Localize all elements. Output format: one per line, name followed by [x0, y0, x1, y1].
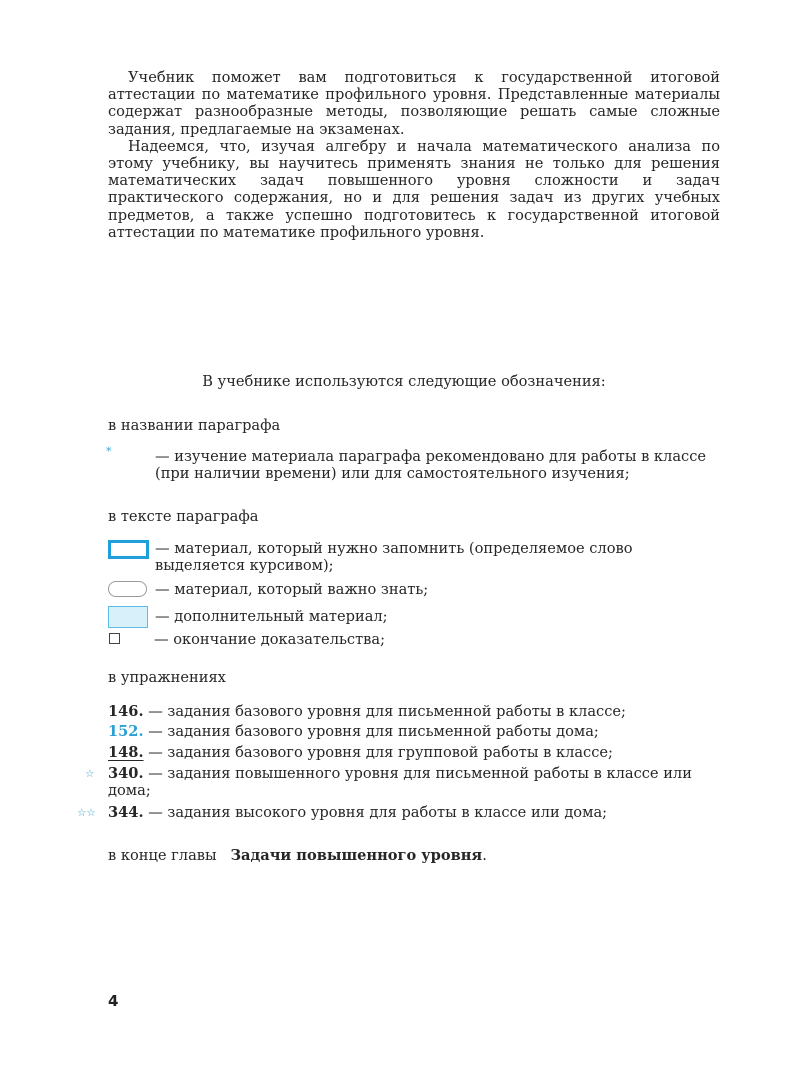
end-of-proof-icon — [109, 633, 120, 644]
chapter-end-suffix: . — [482, 847, 487, 864]
exercise-description: — задания базового уровня для письменной работы в классе; — [148, 703, 626, 720]
exercise-description: — задания высокого уровня для работы в классе или дома; — [148, 804, 608, 821]
asterisk-description: — изучение материала параграфа рекомендовано для работы в классе (при наличии времени) или для самостоятельного изучения; — [155, 448, 706, 483]
memorize-description: — материал, который нужно запомнить (определяемое слово выделяется курсивом); — [155, 540, 633, 575]
exercise-legend-row — [108, 723, 599, 740]
page-number: 4 — [108, 992, 119, 1010]
asterisk-icon: * — [106, 445, 112, 458]
intro-paragraph-2: Надеемся, что, изучая алгебру и начала математического анализа по этому учебнику, вы научитесь применять знания не только для решения математических задач повышенного уровня сложности и задач практического содержания, но и для решения задач из других учебных предметов, а также успешно подготовитесь к государственной итоговой аттестации по математике профильного уровня. — [108, 137, 720, 241]
chapter-end-prefix: в конце главы — [108, 847, 217, 864]
exercise-legend-row — [108, 744, 613, 761]
memorize-frame-icon — [108, 540, 149, 559]
exercise-legend-row — [108, 703, 626, 720]
exercise-number: 340. — [108, 765, 144, 782]
exercise-legend-row — [108, 765, 720, 799]
legend-heading: В учебнике используются следующие обозначения: — [202, 373, 606, 390]
section-label-title: в названии параграфа — [108, 417, 281, 434]
chapter-end-bold: Задачи повышенного уровня — [230, 847, 483, 864]
chapter-end-line — [108, 847, 487, 864]
intro-paragraph-1: Учебник поможет вам подготовиться к государственной итоговой аттестации по математике профильного уровня. Представленные материалы содержат разнообразные методы, позволяющие решать самые сложные задания, предлагаемые на экзаменах. — [108, 69, 720, 138]
exercise-legend-row — [108, 804, 607, 821]
section-label-text: в тексте параграфа — [108, 508, 259, 525]
additional-description: — дополнительный материал; — [155, 608, 388, 625]
intro-text — [108, 69, 720, 241]
exercise-description: — задания базового уровня для групповой работы в классе; — [148, 744, 613, 761]
additional-fill-icon — [108, 606, 148, 628]
exercise-number: 152. — [108, 723, 144, 740]
exercise-description: — задания базового уровня для письменной работы дома; — [148, 723, 599, 740]
exercise-description: — задания повышенного уровня для письменной работы в классе или дома; — [108, 765, 692, 800]
end-of-proof-description: — окончание доказательства; — [154, 631, 385, 648]
important-oval-icon — [108, 581, 147, 597]
exercise-number: 146. — [108, 703, 144, 720]
exercise-number: 148. — [108, 744, 144, 761]
exercise-number: 344. — [108, 804, 144, 821]
important-description: — материал, который важно знать; — [155, 581, 429, 598]
star-icon: ☆ — [85, 768, 95, 780]
double-star-icon: ☆☆ — [77, 807, 96, 819]
section-label-exercises: в упражнениях — [108, 669, 226, 686]
